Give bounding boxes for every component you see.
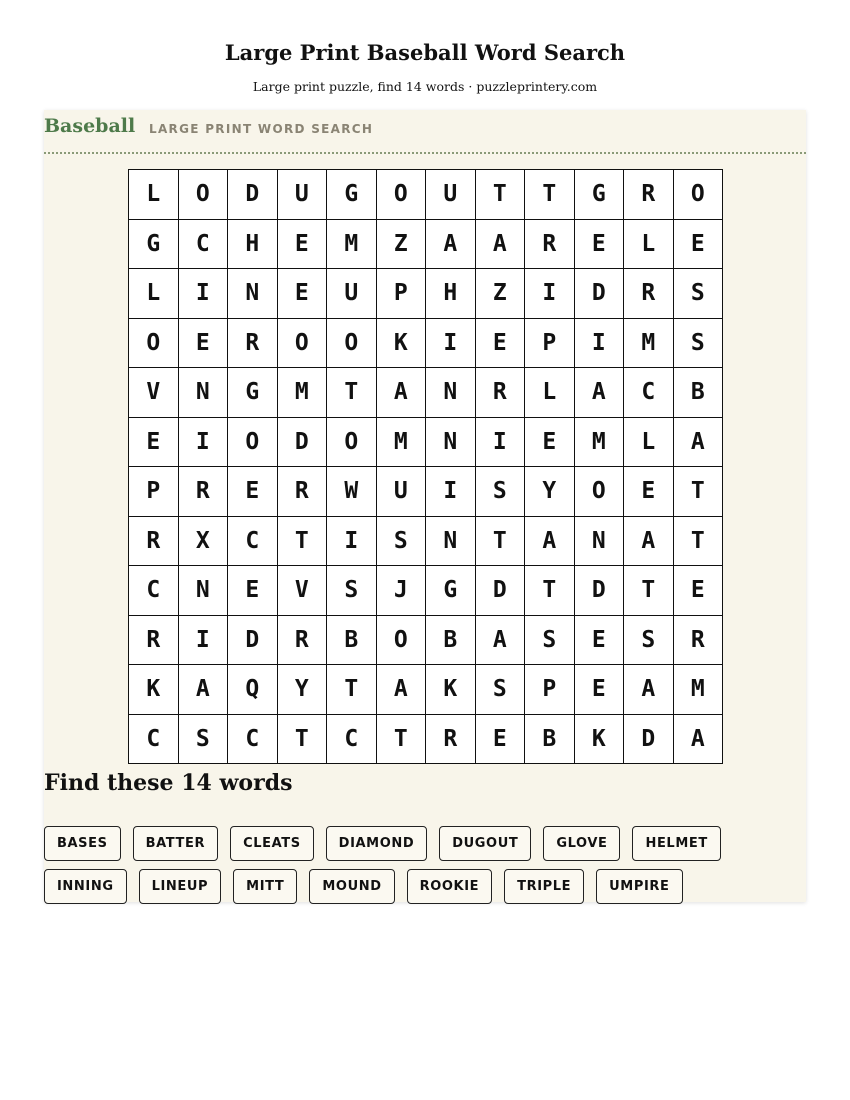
grid-cell[interactable]: B: [327, 615, 377, 665]
word-chip: BATTER: [133, 826, 219, 861]
grid-cell[interactable]: E: [178, 318, 228, 368]
grid-cell[interactable]: L: [129, 170, 179, 220]
grid-cell[interactable]: R: [673, 615, 723, 665]
grid-row: [129, 318, 723, 368]
word-chip: UMPIRE: [596, 869, 682, 904]
grid-cell[interactable]: O: [129, 318, 179, 368]
grid-cell[interactable]: I: [178, 615, 228, 665]
grid-cell[interactable]: I: [475, 417, 525, 467]
grid-cell[interactable]: Y: [277, 665, 327, 715]
grid-cell[interactable]: N: [178, 566, 228, 616]
grid-cell[interactable]: Y: [525, 467, 575, 517]
grid-cell[interactable]: N: [426, 368, 476, 418]
grid-cell[interactable]: E: [277, 269, 327, 319]
word-chip: TRIPLE: [504, 869, 584, 904]
grid-cell[interactable]: D: [277, 417, 327, 467]
grid-cell[interactable]: Z: [475, 269, 525, 319]
grid-cell[interactable]: E: [574, 219, 624, 269]
grid-cell[interactable]: T: [327, 665, 377, 715]
grid-cell[interactable]: A: [624, 665, 674, 715]
grid-cell[interactable]: O: [673, 170, 723, 220]
grid-cell[interactable]: S: [624, 615, 674, 665]
grid-cell[interactable]: E: [673, 566, 723, 616]
grid-cell[interactable]: R: [129, 615, 179, 665]
grid-cell[interactable]: B: [673, 368, 723, 418]
word-chip: MITT: [233, 869, 297, 904]
grid-cell[interactable]: O: [228, 417, 278, 467]
grid-cell[interactable]: N: [228, 269, 278, 319]
grid-cell[interactable]: N: [426, 417, 476, 467]
grid-cell[interactable]: O: [327, 417, 377, 467]
grid-cell[interactable]: T: [475, 516, 525, 566]
grid-cell[interactable]: K: [129, 665, 179, 715]
grid-cell[interactable]: C: [327, 714, 377, 764]
grid-cell[interactable]: O: [376, 170, 426, 220]
grid-cell[interactable]: E: [673, 219, 723, 269]
grid-cell[interactable]: E: [475, 318, 525, 368]
grid-cell[interactable]: T: [624, 566, 674, 616]
grid-cell[interactable]: U: [327, 269, 377, 319]
letter-grid: [128, 169, 723, 764]
grid-cell[interactable]: T: [673, 467, 723, 517]
grid-cell[interactable]: E: [475, 714, 525, 764]
grid-cell[interactable]: I: [327, 516, 377, 566]
grid-cell[interactable]: D: [624, 714, 674, 764]
grid-cell[interactable]: S: [475, 467, 525, 517]
grid-cell[interactable]: Q: [228, 665, 278, 715]
grid-cell[interactable]: P: [525, 318, 575, 368]
word-chip: MOUND: [309, 869, 394, 904]
grid-cell[interactable]: D: [475, 566, 525, 616]
grid-cell[interactable]: A: [178, 665, 228, 715]
grid-cell[interactable]: A: [475, 219, 525, 269]
grid-cell[interactable]: P: [525, 665, 575, 715]
grid-cell[interactable]: L: [624, 219, 674, 269]
grid-cell[interactable]: S: [673, 269, 723, 319]
grid-cell[interactable]: I: [574, 318, 624, 368]
grid-cell[interactable]: T: [277, 516, 327, 566]
grid-cell[interactable]: M: [574, 417, 624, 467]
grid-cell[interactable]: S: [178, 714, 228, 764]
grid-cell[interactable]: T: [525, 170, 575, 220]
word-list-heading: Find these 14 words: [44, 770, 293, 796]
grid-cell[interactable]: S: [475, 665, 525, 715]
word-list-row: [44, 869, 683, 904]
grid-cell[interactable]: N: [178, 368, 228, 418]
grid-cell[interactable]: K: [376, 318, 426, 368]
grid-cell[interactable]: I: [178, 417, 228, 467]
grid-cell[interactable]: S: [327, 566, 377, 616]
grid-cell[interactable]: T: [277, 714, 327, 764]
grid-cell[interactable]: E: [277, 219, 327, 269]
word-chip: INNING: [44, 869, 127, 904]
grid-cell[interactable]: O: [376, 615, 426, 665]
grid-cell[interactable]: O: [277, 318, 327, 368]
grid-cell[interactable]: T: [673, 516, 723, 566]
grid-cell[interactable]: E: [228, 566, 278, 616]
word-chip: CLEATS: [230, 826, 314, 861]
grid-cell[interactable]: T: [376, 714, 426, 764]
grid-cell[interactable]: I: [426, 467, 476, 517]
grid-cell[interactable]: V: [129, 368, 179, 418]
grid-row: [129, 615, 723, 665]
grid-cell[interactable]: E: [129, 417, 179, 467]
grid-cell[interactable]: M: [277, 368, 327, 418]
grid-row: [129, 665, 723, 715]
grid-cell[interactable]: X: [178, 516, 228, 566]
grid-cell[interactable]: R: [475, 368, 525, 418]
grid-cell[interactable]: D: [228, 170, 278, 220]
grid-cell[interactable]: U: [376, 467, 426, 517]
word-chip: ROOKIE: [407, 869, 493, 904]
grid-cell[interactable]: N: [426, 516, 476, 566]
grid-cell[interactable]: C: [178, 219, 228, 269]
grid-cell[interactable]: R: [178, 467, 228, 517]
grid-cell[interactable]: R: [624, 170, 674, 220]
grid-row: [129, 417, 723, 467]
grid-cell[interactable]: M: [624, 318, 674, 368]
word-chip: GLOVE: [543, 826, 620, 861]
grid-cell[interactable]: A: [525, 516, 575, 566]
grid-cell[interactable]: L: [129, 269, 179, 319]
grid-cell[interactable]: H: [426, 269, 476, 319]
grid-cell[interactable]: I: [426, 318, 476, 368]
grid-cell[interactable]: Z: [376, 219, 426, 269]
grid-cell[interactable]: T: [475, 170, 525, 220]
grid-cell[interactable]: A: [624, 516, 674, 566]
grid-row: [129, 269, 723, 319]
word-list-row: [44, 826, 721, 861]
grid-cell[interactable]: L: [525, 368, 575, 418]
grid-cell[interactable]: O: [178, 170, 228, 220]
grid-cell[interactable]: R: [129, 516, 179, 566]
grid-cell[interactable]: R: [277, 615, 327, 665]
word-chip: HELMET: [632, 826, 720, 861]
grid-cell[interactable]: R: [624, 269, 674, 319]
grid-cell[interactable]: D: [574, 566, 624, 616]
grid-cell[interactable]: E: [624, 467, 674, 517]
grid-cell[interactable]: L: [624, 417, 674, 467]
grid-cell[interactable]: B: [426, 615, 476, 665]
puzzle-card: [44, 110, 806, 902]
grid-cell[interactable]: E: [574, 665, 624, 715]
grid-row: [129, 566, 723, 616]
grid-cell[interactable]: S: [673, 318, 723, 368]
grid-cell[interactable]: O: [327, 318, 377, 368]
word-chip: DIAMOND: [326, 826, 428, 861]
grid-cell[interactable]: J: [376, 566, 426, 616]
grid-cell[interactable]: G: [426, 566, 476, 616]
grid-cell[interactable]: E: [228, 467, 278, 517]
grid-cell[interactable]: S: [376, 516, 426, 566]
grid-cell[interactable]: D: [574, 269, 624, 319]
grid-cell[interactable]: U: [426, 170, 476, 220]
grid-cell[interactable]: M: [327, 219, 377, 269]
page-title: Large Print Baseball Word Search: [224, 40, 626, 65]
grid-cell[interactable]: A: [574, 368, 624, 418]
grid-cell[interactable]: C: [228, 714, 278, 764]
grid-cell[interactable]: R: [277, 467, 327, 517]
grid-cell[interactable]: U: [277, 170, 327, 220]
puzzle-topic-title: Baseball: [44, 115, 136, 137]
grid-cell[interactable]: A: [475, 615, 525, 665]
grid-cell[interactable]: I: [525, 269, 575, 319]
card-header: [44, 110, 806, 154]
grid-row: [129, 516, 723, 566]
grid-cell[interactable]: A: [673, 714, 723, 764]
grid-cell[interactable]: M: [376, 417, 426, 467]
grid-cell[interactable]: C: [228, 516, 278, 566]
grid-cell[interactable]: C: [129, 566, 179, 616]
grid-cell[interactable]: P: [129, 467, 179, 517]
grid-cell[interactable]: A: [673, 417, 723, 467]
grid-cell[interactable]: B: [525, 714, 575, 764]
grid-cell[interactable]: O: [574, 467, 624, 517]
grid-cell[interactable]: K: [426, 665, 476, 715]
grid-cell[interactable]: G: [129, 219, 179, 269]
grid-cell[interactable]: H: [228, 219, 278, 269]
grid-cell[interactable]: G: [574, 170, 624, 220]
grid-cell[interactable]: G: [228, 368, 278, 418]
grid-cell[interactable]: R: [525, 219, 575, 269]
grid-cell[interactable]: A: [376, 368, 426, 418]
grid-cell[interactable]: I: [178, 269, 228, 319]
grid-row: [129, 714, 723, 764]
grid-cell[interactable]: G: [327, 170, 377, 220]
grid-row: [129, 368, 723, 418]
grid-cell[interactable]: R: [228, 318, 278, 368]
word-chip: LINEUP: [139, 869, 222, 904]
grid-row: [129, 219, 723, 269]
grid-cell[interactable]: R: [426, 714, 476, 764]
grid-cell[interactable]: E: [525, 417, 575, 467]
puzzle-type-tag: LARGE PRINT WORD SEARCH: [149, 122, 374, 136]
page-subtitle: Large print puzzle, find 14 words · puzzleprintery.com: [252, 79, 598, 94]
grid-cell[interactable]: M: [673, 665, 723, 715]
grid-cell[interactable]: N: [574, 516, 624, 566]
grid-cell[interactable]: D: [228, 615, 278, 665]
grid-cell[interactable]: W: [327, 467, 377, 517]
grid-cell[interactable]: T: [327, 368, 377, 418]
grid-cell[interactable]: T: [525, 566, 575, 616]
grid-cell[interactable]: A: [426, 219, 476, 269]
word-chip: BASES: [44, 826, 121, 861]
grid-cell[interactable]: P: [376, 269, 426, 319]
grid-cell[interactable]: E: [574, 615, 624, 665]
grid-cell[interactable]: V: [277, 566, 327, 616]
grid-cell[interactable]: C: [129, 714, 179, 764]
grid-cell[interactable]: S: [525, 615, 575, 665]
grid-row: [129, 170, 723, 220]
grid-row: [129, 467, 723, 517]
word-chip: DUGOUT: [439, 826, 531, 861]
grid-cell[interactable]: C: [624, 368, 674, 418]
grid-cell[interactable]: K: [574, 714, 624, 764]
grid-cell[interactable]: A: [376, 665, 426, 715]
